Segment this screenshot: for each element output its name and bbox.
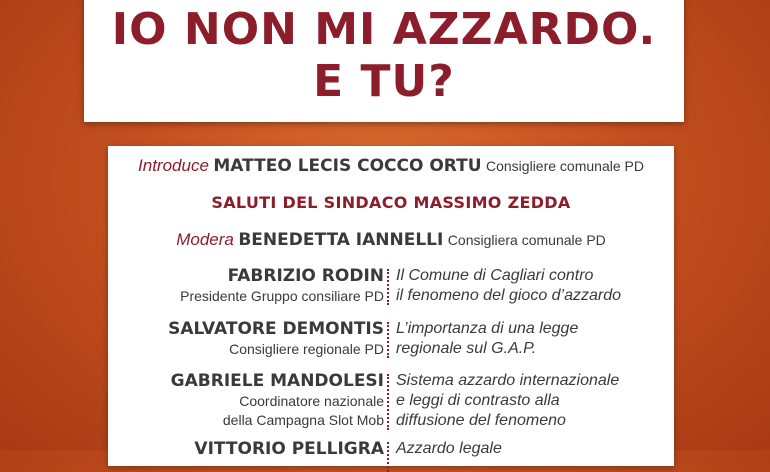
speaker-name: SALVATORE DEMONTIS: [168, 319, 384, 339]
topic-line: regionale sul G.A.P.: [396, 340, 537, 357]
moderator-label: Modera: [176, 230, 234, 249]
topic-line: L’importanza di una legge: [396, 320, 579, 337]
topic-line: diffusione del fenomeno: [396, 412, 566, 429]
speaker-topic: [396, 266, 666, 306]
speaker-role: Presidente Gruppo consiliare PD: [180, 288, 384, 304]
speaker-name: VITTORIO PELLIGRA: [194, 439, 384, 459]
speaker-info: [171, 371, 384, 430]
speaker-info: [168, 319, 384, 359]
speaker-role: della Campagna Slot Mob: [222, 412, 384, 428]
speaker-separator: [387, 322, 389, 358]
moderator-row: [108, 230, 674, 250]
speaker-name: FABRIZIO RODIN: [227, 266, 384, 286]
title-line-2: E TU?: [313, 56, 455, 107]
intro-label: Introduce: [138, 156, 209, 175]
topic-line: Azzardo legale: [396, 440, 502, 457]
program-card: [108, 146, 674, 466]
speaker-topic: [396, 439, 666, 459]
topic-line: e leggi di contrasto alla: [396, 392, 560, 409]
greeting-text: SALUTI DEL SINDACO MASSIMO ZEDDA: [211, 193, 571, 212]
intro-row: [108, 156, 674, 176]
speaker-separator: [387, 442, 389, 472]
greeting-row: [108, 193, 674, 213]
speaker-role: Coordinatore nazionale: [239, 393, 384, 409]
title-card: [84, 0, 684, 122]
moderator-role: Consigliera comunale PD: [447, 232, 606, 248]
moderator-name: BENEDETTA IANNELLI: [238, 230, 444, 250]
speaker-topic: [396, 319, 666, 359]
speaker-name: GABRIELE MANDOLESI: [170, 371, 384, 391]
speaker-topic: [396, 371, 666, 431]
intro-name: MATTEO LECIS COCCO ORTU: [213, 156, 482, 176]
speaker-info: [180, 266, 384, 306]
speaker-role: Consigliere regionale PD: [229, 341, 384, 357]
speaker-separator: [387, 374, 389, 430]
topic-line: il fenomeno del gioco d’azzardo: [396, 287, 622, 304]
topic-line: Sistema azzardo internazionale: [396, 372, 620, 389]
speaker-separator: [387, 269, 389, 305]
intro-role: Consigliere comunale PD: [486, 158, 644, 174]
title-line-1: IO NON MI AZZARDO.: [111, 4, 657, 55]
topic-line: Il Comune di Cagliari contro: [396, 267, 594, 284]
